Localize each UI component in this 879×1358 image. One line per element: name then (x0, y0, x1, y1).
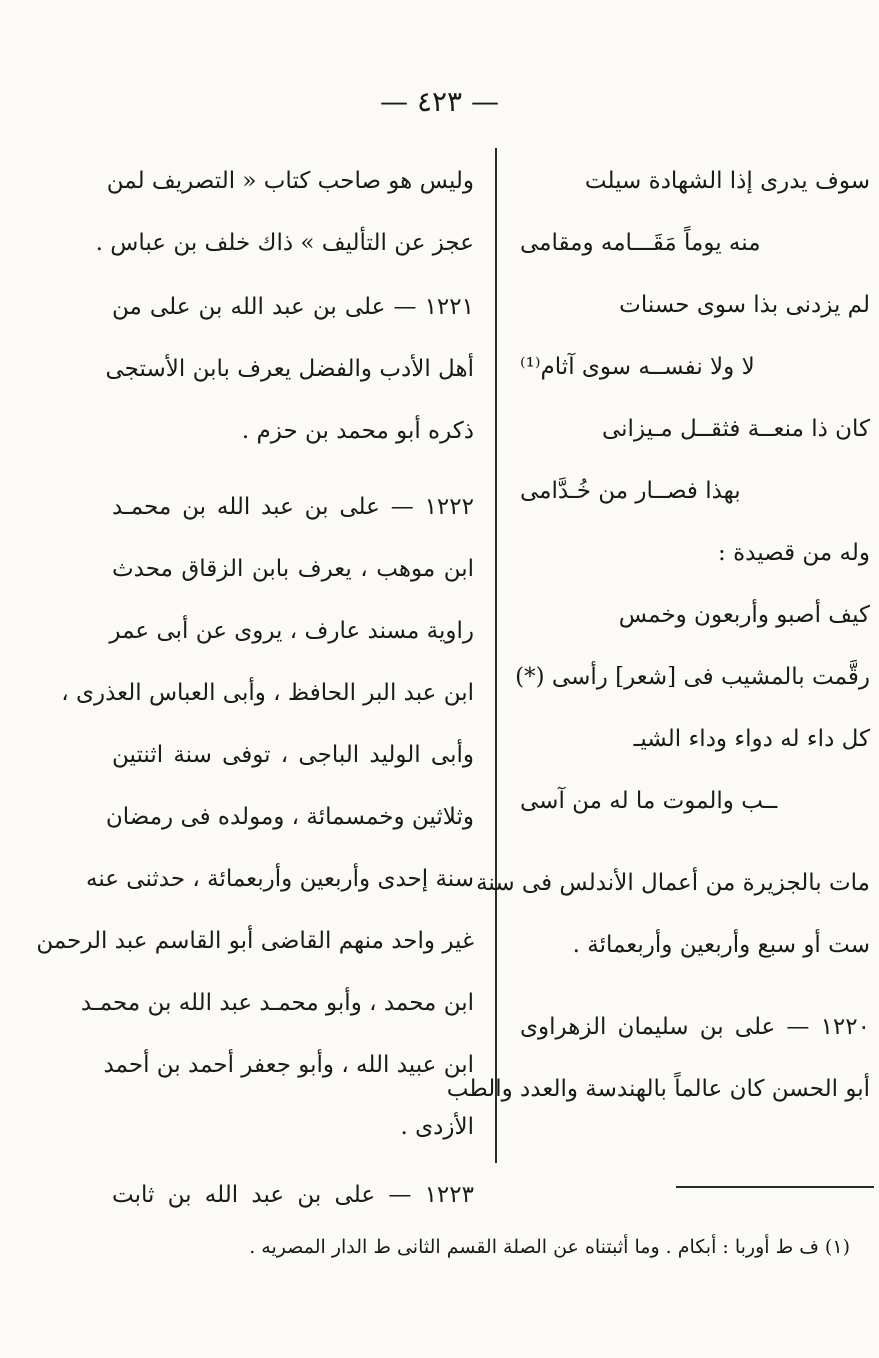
prose-line: راوية مسند عارف ، يروى عن أبى عمر (109, 618, 474, 644)
verse-line: كل داء له دواء وداء الشيـ (633, 726, 870, 752)
prose-line: ابن عبيد الله ، وأبو جعفر أحمد بن أحمد (103, 1052, 474, 1078)
verse-line: لا ولا نفســه سوى آثام⁽¹⁾ (520, 354, 755, 380)
verse-line: كيف أصبو وأربعون وخمس (618, 602, 870, 628)
right-column (446, 150, 870, 1120)
intro-line: وله من قصيدة : (718, 540, 870, 566)
prose-line: وثلاثين وخمسمائة ، ومولده فى رمضان (105, 804, 474, 830)
entry-heading-1220: ١٢٢٠ — على بن سليمان الزهراوى (520, 1014, 870, 1040)
left-column (36, 150, 474, 1226)
prose-line: سنة إحدى وأربعين وأربعمائة ، حدثنى عنه (85, 866, 474, 892)
paragraph-gap (520, 832, 870, 852)
verse-line: كان ذا منعــة فثقــل مـيزانى (601, 416, 870, 442)
verse-line: سوف يدرى إذا الشهادة سيلت (584, 168, 870, 194)
verse-line: بهذا فصــار من خُـدَّامى (520, 478, 741, 504)
entry-heading-1223: ١٢٢٣ — على بن عبد الله بن ثابت (112, 1182, 474, 1208)
verse-line: منه يوماً مَقَـــامه ومقامى (520, 230, 761, 256)
prose-line: ابن محمد ، وأبو محمـد عبد الله بن محمـد (80, 990, 474, 1016)
prose-line: أبو الحسن كان عالماً بالهندسة والعدد والطب (446, 1076, 870, 1102)
prose-line: الأزدى . (400, 1114, 474, 1140)
paragraph-gap (520, 976, 870, 996)
page-number: — ٤٢٣ — (380, 85, 499, 118)
prose-line: مات بالجزيرة من أعمال الأندلس فى سنة (476, 870, 870, 896)
verse-line: رقَّمت بالمشيب فى [شعر] رأسى (*) (515, 664, 870, 690)
prose-line: ذكره أبو محمد بن حزم . (241, 418, 474, 444)
prose-line: ابن موهب ، يعرف بابن الزقاق محدث (112, 556, 474, 582)
footnote-rule (676, 1186, 874, 1188)
verse-line: ــب والموت ما له من آسى (520, 788, 778, 814)
prose-line: غير واحد منهم القاضى أبو القاسم عبد الرحمن (36, 928, 474, 954)
column-divider (495, 148, 497, 1163)
prose-line: ابن عبد البر الحافظ ، وأبى العباس العذرى ، (61, 680, 474, 706)
prose-line: ست أو سبع وأربعين وأربعمائة . (572, 932, 870, 958)
prose-line: عجز عن التأليف » ذاك خلف بن عباس . (95, 230, 474, 256)
entry-heading-1221: ١٢٢١ — على بن عبد الله بن على من (112, 294, 474, 320)
prose-line: وأبى الوليد الباجى ، توفى سنة اثنتين (112, 742, 474, 768)
footnote: (١) ف ط أوربا : أبكام . وما أثبتناه عن الصلة القسم الثانى ط الدار المصريه . (249, 1236, 850, 1258)
entry-heading-1222: ١٢٢٢ — على بن عبد الله بن محمـد (112, 494, 474, 520)
paragraph-gap (112, 462, 474, 476)
prose-line: أهل الأدب والفضل يعرف بابن الأستجى (105, 356, 474, 382)
prose-line: وليس هو صاحب كتاب « التصريف لمن (106, 168, 474, 194)
verse-line: لم يزدنى بذا سوى حسنات (619, 292, 870, 318)
